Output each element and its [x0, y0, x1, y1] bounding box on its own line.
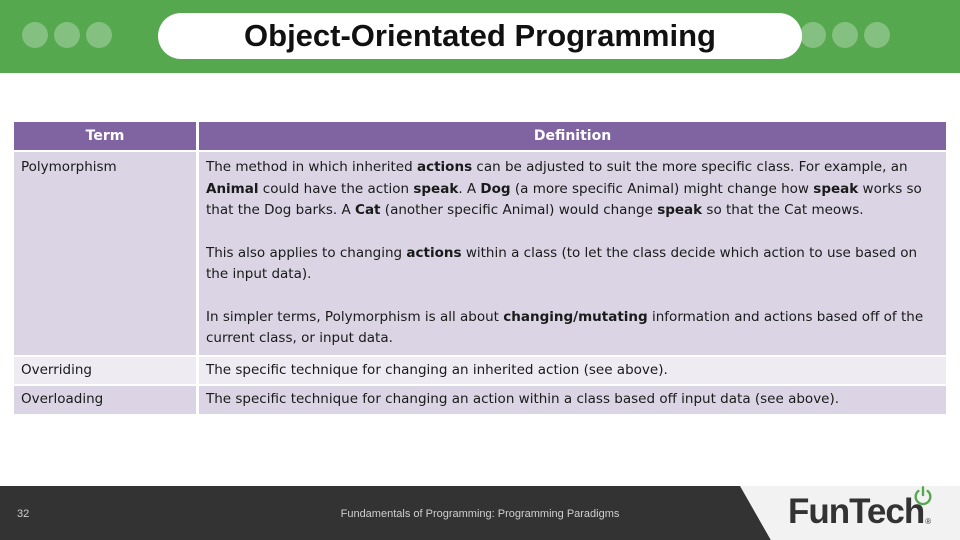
text-run: within a class (to let the class decide which action to use based on the input data). [206, 244, 918, 282]
text-run: In simpler terms, Polymorphism is all about [206, 308, 504, 325]
text-run: works so that the Dog barks. A [206, 180, 922, 218]
bold-term: actions [406, 244, 462, 261]
text-run: information and actions based off of the current class, or input data. [206, 308, 924, 346]
term-cell: Overloading [14, 386, 199, 414]
text-run: can be adjusted to suit the more specific class. For example, an [472, 159, 908, 175]
footer-caption: Fundamentals of Programming: Programming Paradigms [340, 508, 620, 520]
registered-mark: ® [925, 517, 932, 526]
term-cell: Polymorphism [14, 152, 199, 357]
text-run: (another specific Animal) would change [380, 202, 658, 218]
bold-term: Dog [480, 180, 511, 197]
funtech-logo [788, 484, 931, 532]
text-run: . A [458, 180, 481, 197]
text-run: This also applies to changing [206, 244, 407, 261]
text-run: could have the action [258, 180, 414, 197]
text-run: so that the Cat meows. [702, 202, 864, 218]
definition-cell [199, 152, 946, 357]
text-run: The method in which inherited [206, 159, 417, 175]
title-pill [158, 13, 802, 59]
table-row [14, 386, 946, 414]
title-banner [0, 0, 960, 73]
table-row [14, 357, 946, 387]
definition-cell: The specific technique for changing an inherited action (see above). [199, 357, 946, 387]
bold-term: actions [416, 159, 473, 175]
logo-text: FunTech [788, 492, 925, 531]
bold-term: changing/mutating [503, 308, 648, 325]
definition-paragraph [206, 157, 942, 222]
definitions-table [14, 122, 946, 414]
term-cell: Overriding [14, 357, 199, 387]
definition-paragraph [206, 307, 942, 350]
power-icon [912, 485, 934, 507]
bold-term: Animal [206, 180, 259, 197]
table-header-row [14, 122, 946, 152]
definition-column-header: Definition [199, 122, 946, 152]
bold-term: speak [813, 180, 859, 197]
bold-term: Cat [355, 202, 381, 218]
decorative-dots-left [22, 22, 112, 48]
text-run: (a more specific Animal) might change how [510, 180, 814, 197]
page-number: 32 [17, 508, 30, 520]
bold-term: speak [413, 180, 459, 197]
table-row [14, 152, 946, 357]
slide-title: Object-Orientated Programming [244, 18, 716, 53]
definition-paragraph [206, 243, 942, 286]
definition-cell: The specific technique for changing an action within a class based off input data (see above). [199, 386, 946, 414]
bold-term: speak [657, 202, 703, 218]
term-column-header: Term [14, 122, 199, 152]
decorative-dots-right [800, 22, 890, 48]
